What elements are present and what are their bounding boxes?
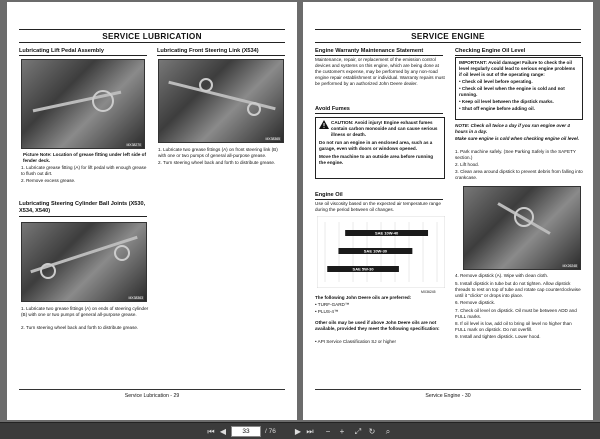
page-number-input[interactable]: 33 [231,426,261,437]
engine-oil-body: Use oil viscosity based on the expected air temperature range during the period between oil changes. [315,201,441,212]
oil-other: Other oils may be used if above John Deere oils are not available, provided they meet the following specification: [315,320,440,331]
oil-preferred: The following John Deere oils are preferred: [315,295,412,300]
check-oil-note2: Make sure engine is cold when checking engine oil level. [455,136,580,141]
check-oil-important-box [455,57,583,120]
chart-bar-label: SAE 10W-30 [363,248,388,254]
check-oil-important: IMPORTANT: Avoid damage! Failure to check the oil level regularly could lead to serious engine problems if oil level is out of the operating range: [459,60,576,77]
fit-page-icon[interactable]: ⤢ [354,427,362,436]
warning-icon [319,120,329,129]
fumes-line3: Move the machine to an outside area before running the engine. [319,154,434,165]
steering-link-step1: 1. Lubricate two grease fittings (A) on front steering link (B) with one or two pumps of general all-purpose grease. [158,147,278,158]
check-oil-step8: 8. If oil level is low, add oil to bring oil level no higher than FULL mark on dipstick. Do not overfill. [455,321,572,332]
fumes-title: Avoid Fumes [315,106,443,114]
right-page-header: SERVICE ENGINE [315,29,581,43]
lift-pedal-step1: 1. Lubricate grease fitting (A) for lift pedal with enough grease to flush out dirt. [21,165,147,176]
search-icon[interactable]: ⌕ [385,427,391,436]
steering-cylinder-step1: 1. Lubricate two grease fittings (A) on ends of steering cylinder (B) with one or two pumps of general all-purpose grease. [21,306,149,317]
engine-oil-title: Engine Oil [315,192,443,200]
zoom-in-icon[interactable]: + [339,427,345,436]
right-page-footer: Service Engine - 30 [315,389,581,399]
left-page-header: SERVICE LUBRICATION [19,29,285,43]
rotate-icon[interactable]: ↻ [368,427,376,436]
check-oil-step4: 4. Remove dipstick (A). Wipe with clean cloth. [455,273,549,278]
steering-link-photo-label: MX38365 [265,137,280,141]
check-oil-step1: 1. Park machine safely. (See Parking Safely in the SAFETY section.) [455,149,576,160]
check-oil-b2: • Check oil level when the engine is cold and not running. [459,86,565,97]
check-oil-note1: NOTE: Check oil twice a day if you run engine over 4 hours in a day. [455,123,570,134]
oil-option-plus4: • PLUS-4™ [315,309,339,314]
check-oil-step6: 6. Remove dipstick. [455,300,496,305]
oil-spec: • API Service Classification SJ or higher [315,339,397,344]
fumes-caution-box [315,117,445,179]
lift-pedal-note: Picture Note: Location of grease fitting under left side of fender deck. [23,152,147,163]
fumes-line2: Do not run an engine in an enclosed area, such as a garage, even with doors or windows opened. [319,140,433,151]
next-page-button[interactable]: ▶ [294,427,302,436]
first-page-button[interactable]: ⏮ [207,427,215,436]
page-total: / 76 [265,428,276,435]
check-oil-step9: 9. Install and tighten dipstick. Lower hood. [455,334,541,339]
lift-pedal-photo-label: MX38270 [126,143,141,147]
check-oil-step7: 7. Check oil level on dipstick. Oil must be between ADD and FULL marks. [455,308,577,319]
warranty-title: Engine Warranty Maintenance Statement [315,48,443,56]
check-oil-b1: • Check oil level before operating. [459,79,533,84]
prev-page-button[interactable]: ◀ [219,427,227,436]
steering-link-step2: 2. Turn steering wheel back and forth to distribute grease. [158,160,276,165]
oil-viscosity-chart [317,216,445,288]
oil-option-turfgard: • TURF-GARD™ [315,302,350,307]
check-oil-step2: 2. Lift hood. [455,162,480,167]
check-oil-title: Checking Engine Oil Level [455,48,581,56]
check-oil-step5: 5. Install dipstick in tube but do not tighten. Allow dipstick threads to rest on top of tube and rotate cap counterclockwise until it "clicks" or drops into place. [455,281,581,298]
chart-bar-label: SAE 5W-30 [352,266,374,272]
right-page [303,2,593,420]
left-page [7,2,297,420]
steering-link-photo [158,59,284,143]
dipstick-photo [463,186,581,270]
left-page-footer: Service Lubrication - 29 [19,389,285,399]
steering-cylinder-title: Lubricating Steering Cylinder Ball Joints (X530, X534, X540) [19,201,147,217]
oil-chart-label: MX36245 [421,290,436,294]
check-oil-b4: • Shut off engine before adding oil. [459,106,535,111]
lift-pedal-photo [21,59,145,149]
lift-pedal-step2: 2. Remove excess grease. [21,178,76,183]
check-oil-step3: 3. Clean area around dipstick to prevent debris from falling into crankcase. [455,169,583,180]
check-oil-b3: • Keep oil level between the dipstick marks. [459,99,554,104]
dipstick-photo-label: MX26248 [562,264,577,268]
warranty-body: Maintenance, repair, or replacement of the emission control devices and systems on this engine, which are being done at the customer's expense, may be performed by any non-road engine repair establishment or individual. Warranty repairs must be performed by an authorized John Deere dealer. [315,57,445,86]
last-page-button[interactable]: ⏭ [306,427,314,436]
zoom-out-icon[interactable]: − [325,427,331,436]
steering-cylinder-photo [21,222,147,302]
pdf-toolbar [0,422,600,439]
steering-cylinder-step2: 2. Turn steering wheel back and forth to distribute grease. [21,325,139,330]
lift-pedal-title: Lubricating Lift Pedal Assembly [19,48,147,56]
chart-bar-label: SAE 10W-40 [374,230,399,236]
steering-link-title: Lubricating Front Steering Link (X534) [157,48,285,56]
steering-cylinder-photo-label: MX38363 [128,296,143,300]
fumes-caution-text: CAUTION: Avoid injury! Engine exhaust fumes contain carbon monoxide and can cause serious illness or death. [331,120,438,137]
